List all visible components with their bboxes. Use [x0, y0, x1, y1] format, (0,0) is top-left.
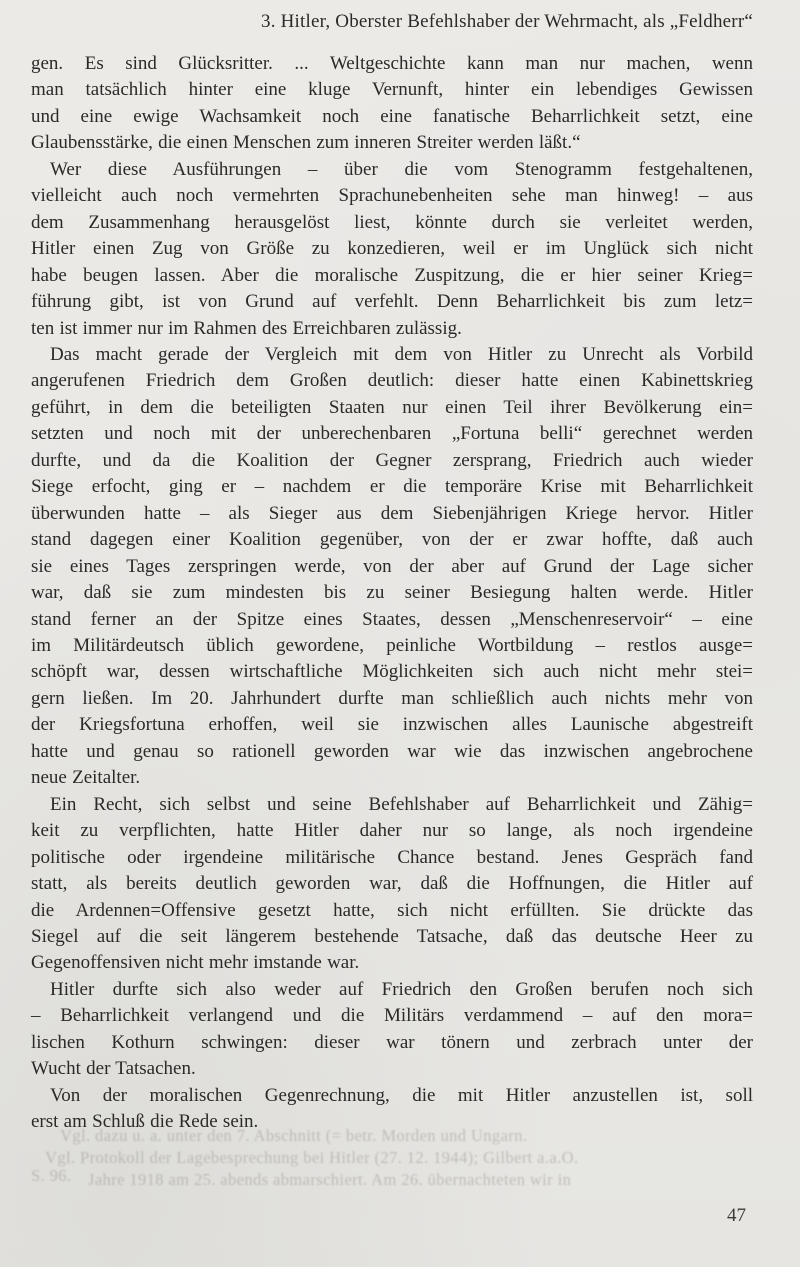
text-line: im Militärdeutsch üblich gewordene, peinliche Wortbildung – restlos ausge= — [31, 634, 753, 656]
text-line: Hitler durfte sich also weder auf Friedrich den Großen berufen noch sich — [50, 978, 753, 1000]
text-line: sie eines Tages zerspringen werde, von der aber auf Grund der Lage sicher — [31, 555, 753, 577]
text-line: setzten und noch mit der unberechenbaren „Fortuna belli“ gerechnet werden — [31, 423, 753, 445]
bleed-through-line: S. 96. — [31, 1166, 72, 1185]
text-line: keit zu verpflichten, hatte Hitler daher nur so lange, als noch irgendeine — [31, 820, 753, 842]
text-line: Siegel auf die seit längerem bestehende Tatsache, daß das deutsche Heer zu — [31, 925, 753, 947]
bleed-through-line: Jahre 1918 am 25. abends abmarschiert. Am 26. übernachteten wir in — [88, 1170, 572, 1189]
bleed-through-line: Vgl. dazu u. a. unter den 7. Abschnitt (= betr. Morden und Ungarn. — [60, 1126, 528, 1145]
text-line: angerufenen Friedrich dem Großen deutlich: dieser hatte einen Kabinettskrieg — [31, 370, 753, 392]
text-line: überwunden hatte – als Sieger aus dem Siebenjährigen Kriege hervor. Hitler — [31, 502, 753, 524]
text-line: der Kriegsfortuna erhoffen, weil sie inzwischen alles Launische abgestreift — [31, 714, 753, 736]
running-head: 3. Hitler, Oberster Befehlshaber der Wehrmacht, als „Feldherr“ — [261, 11, 753, 32]
text-line: gern ließen. Im 20. Jahrhundert durfte man schließlich auch nichts mehr von — [31, 687, 753, 709]
text-line: hatte und genau so rationell geworden war wie das inzwischen angebrochene — [31, 740, 753, 762]
text-line: Das macht gerade der Vergleich mit dem von Hitler zu Unrecht als Vorbild — [50, 343, 753, 365]
text-line: neue Zeitalter. — [31, 767, 141, 789]
text-line: durfte, und da die Koalition der Gegner zersprang, Friedrich auch wieder — [31, 449, 753, 471]
text-line: Hitler einen Zug von Größe zu konzedieren, weil er im Unglück sich nicht — [31, 238, 753, 260]
text-line: man tatsächlich hinter eine kluge Vernunft, hinter ein lebendiges Gewissen — [31, 79, 753, 101]
text-line: Wer diese Ausführungen – über die vom Stenogramm festgehaltenen, — [50, 158, 753, 180]
text-line: dem Zusammenhang herausgelöst liest, könnte durch sie verleitet werden, — [31, 211, 753, 233]
text-line: lischen Kothurn schwingen: dieser war tönern und zerbrach unter der — [31, 1031, 753, 1053]
body-text — [31, 51, 753, 1136]
text-line: Gegenoffensiven nicht mehr imstande war. — [31, 952, 360, 974]
text-line: stand ferner an der Spitze eines Staates, dessen „Menschenreservoir“ – eine — [31, 608, 753, 630]
text-line: führung gibt, ist von Grund auf verfehlt. Denn Beharrlichkeit bis zum letz= — [31, 291, 753, 313]
text-line: statt, als bereits deutlich geworden war, daß die Hoffnungen, die Hitler auf — [31, 873, 753, 895]
text-line: Glaubensstärke, die einen Menschen zum inneren Streiter werden läßt.“ — [31, 132, 581, 154]
text-line: geführt, in dem die beteiligten Staaten nur einen Teil ihrer Bevölkerung ein= — [31, 396, 753, 418]
text-line: – Beharrlichkeit verlangend und die Militärs verdammend – auf den mora= — [31, 1005, 753, 1027]
bleed-through-line: Vgl. Protokoll der Lagebesprechung bei Hitler (27. 12. 1944); Gilbert a.a.O. — [45, 1148, 579, 1167]
text-line: habe beugen lassen. Aber die moralische Zuspitzung, die er hier seiner Krieg= — [31, 264, 753, 286]
page-number: 47 — [727, 1205, 746, 1226]
text-line: Wucht der Tatsachen. — [31, 1058, 196, 1080]
text-line: ten ist immer nur im Rahmen des Erreichbaren zulässig. — [31, 317, 462, 339]
text-line: Siege erfocht, ging er – nachdem er die temporäre Krise mit Beharrlichkeit — [31, 476, 753, 498]
text-line: die Ardennen=Offensive gesetzt hatte, sich nicht erfüllten. Sie drückte das — [31, 899, 753, 921]
text-line: stand dagegen einer Koalition gegenüber, von der er zwar hoffte, daß auch — [31, 529, 753, 551]
text-line: politische oder irgendeine militärische Chance bestand. Jenes Gespräch fand — [31, 846, 753, 868]
text-line: gen. Es sind Glücksritter. ... Weltgeschichte kann man nur machen, wenn — [31, 53, 753, 74]
text-line: und eine ewige Wachsamkeit noch eine fanatische Beharrlichkeit setzt, eine — [31, 105, 753, 127]
text-line: Von der moralischen Gegenrechnung, die mit Hitler anzustellen ist, soll — [50, 1084, 753, 1106]
text-line: erst am Schluß die Rede sein. — [31, 1111, 259, 1133]
text-line: Ein Recht, sich selbst und seine Befehlshaber auf Beharrlichkeit und Zähig= — [50, 793, 753, 815]
text-line: vielleicht auch noch vermehrten Sprachunebenheiten sehe man hinweg! – aus — [31, 185, 753, 207]
text-line: war, daß sie zum mindesten bis zu seiner Besiegung halten werde. Hitler — [31, 582, 753, 604]
text-line: schöpft war, dessen wirtschaftliche Möglichkeiten sich auch nicht mehr stei= — [31, 661, 753, 683]
